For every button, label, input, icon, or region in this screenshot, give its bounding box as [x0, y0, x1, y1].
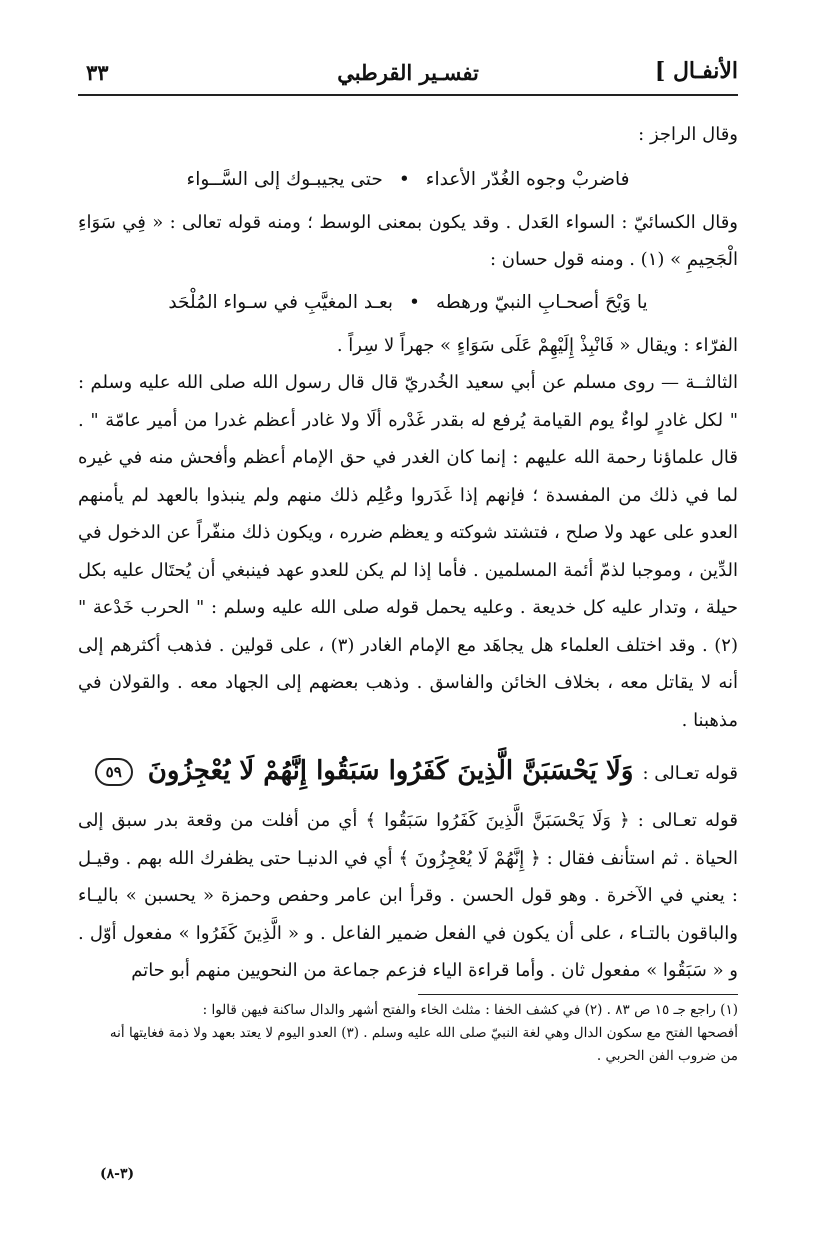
paragraph-tafsir: قوله تعـالى : ﴿ وَلَا يَحْسَبَنَّ الَّذِينَ كَفَرُوا سَبَقُوا ﴾ أي من أفلت من وقعة بدر سبق إلى الحياة . ثم استأنف فقال : ﴿ إِنَّهُمْ لَا يُعْجِزُونَ ﴾ أي في الدنيـا حتى يظفرك الله بهم . وقيـل : يعني في الآخرة . وهو قول الحسن . وقرأ ابن عامر وحفص وحمزة « يحسبن » باليـاء والباقون بالتـاء ، على أن يكون في الفعل ضمير الفاعل . و « الَّذِينَ كَفَرُوا » مفعول أوّل . و « سَبَقُوا » مفعول ثان . وأما قراءة الياء فزعم جماعة من النحويين منهم أبو حاتم — [78, 810, 738, 981]
print-signature: (٣-٨) — [100, 1166, 135, 1182]
surah-name: الأنفـال ] — [654, 58, 738, 84]
quran-verse — [78, 745, 738, 800]
footnote-line-1: (١) راجع جـ ١٥ ص ٨٣ . (٢) في كشف الخفا : مثلث الخاء والفتح أشهر والدال ساكنة فيهن قالوا : — [202, 1001, 738, 1018]
poem-verse-2 — [78, 281, 738, 325]
page-number: ٣٣ — [86, 60, 109, 85]
footnote-rule — [418, 994, 738, 995]
verse1-separator: • — [398, 168, 410, 190]
paragraph-farra: الفرّاء : ويقال « فَانْبِذْ إِلَيْهِمْ عَلَى سَوَاءٍ » جهراً لا سِراً . — [336, 334, 738, 356]
intro-line: وقال الراجز : — [638, 124, 738, 145]
page-header — [78, 52, 738, 94]
header-rule — [78, 94, 738, 96]
book-title: تفسـير القرطبي — [337, 60, 479, 85]
book-page — [78, 52, 738, 1242]
footnote-line-2: أفصحها الفتح مع سكون الدال وهي لغة النبيّ صلى الله عليه وسلم . (٣) العدو اليوم لا يعتد بعهد ولا ذمة فغايتها أنه — [109, 1024, 738, 1041]
paragraph-kisai: وقال الكسائيّ : السواء العَدل . وقد يكون بمعنى الوسط ؛ ومنه قوله تعالى : « فِي سَوَاءِ الْجَحِيمِ » (١) . ومنه قول حسان : — [78, 211, 738, 270]
verse2-separator: • — [409, 291, 420, 313]
verse2-hemistich-b: بعـد المغيَّبِ في سـواء المُلْحَد — [168, 291, 394, 313]
verse1-hemistich-b: حتى يجيبـوك إلى السَّــواء — [186, 168, 383, 190]
paragraph-third-issue: الثالثــة — روى مسلم عن أبي سعيد الخُدريّ قال قال رسول الله صلى الله عليه وسلم : " لكل غادرٍ لواءٌ يوم القيامة يُرفع له بقدر غَدْره ألَا ولا غادر أعظم غدرا من أمير عامّة " . قال علماؤنا رحمة الله عليهم : إنما كان الغدر في حق الإمام أعظم وأفحش منه في غيره لما في ذلك من المفسدة ؛ فإنهم إذا غَدَروا وعُلِم ذلك منهم ولم ينبذوا بالعهد لم يأمنهم العدو على عهد ولا صلح ، فتشتد شوكته و يعظم ضرره ، ويكون ذلك منفّراً عن الدخول في الدِّين ، وموجبا لذمّ أئمة المسلمين . فأما إذا لم يكن للعدو عهد فينبغي أن يُحتَال عليه بكل حيلة ، وتدار عليه كل خديعة . وعليه يحمل قوله صلى الله عليه وسلم : " الحرب خَدْعة " (٢) . وقد اختلف العلماء هل يجاهَد مع الإمام الغادر (٣) ، على قولين . فذهب أكثرهم إلى أنه لا يقاتل معه ، بخلاف الخائن والفاسق . وذهب بعضهم إلى الجهاد معه . والقولان في مذهبنا . — [78, 372, 738, 731]
verse1-hemistich-a: فاضربْ وجوه الغُدّر الأعداء — [425, 168, 630, 190]
poem-verse-1 — [78, 158, 738, 202]
ayah-number-badge: ٥٩ — [95, 758, 133, 786]
verse2-hemistich-a: يا وَيْحَ أصحـابِ النبيّ ورهطه — [435, 291, 648, 313]
page-body — [78, 116, 738, 1068]
ayah-text: وَلَا يَحْسَبَنَّ الَّذِينَ كَفَرُوا سَبَقُوا إِنَّهُمْ لَا يُعْجِزُونَ — [147, 756, 634, 786]
footnote-line-3: من ضروب الفن الحربي . — [596, 1047, 738, 1064]
ayah-intro: قوله تعـالى : — [642, 763, 738, 784]
